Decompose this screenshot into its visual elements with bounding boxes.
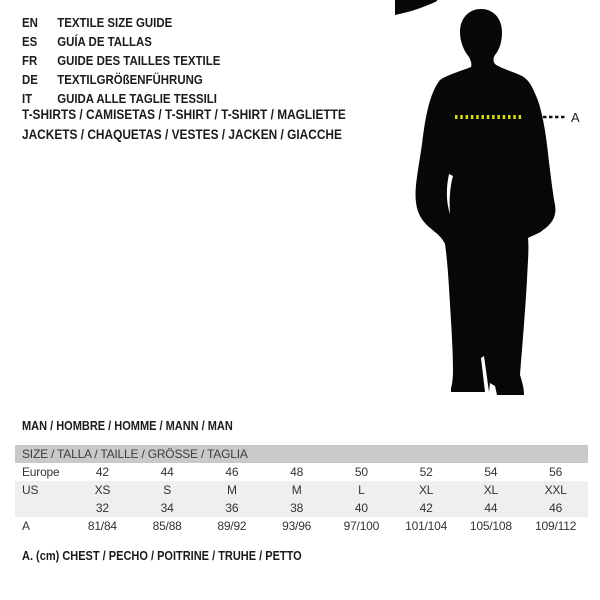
language-row-fr (22, 51, 220, 70)
table-cell: 32 (95, 501, 109, 515)
language-title: GUIDE DES TAILLES TEXTILE (57, 53, 221, 68)
table-cell: 44 (160, 465, 174, 479)
table-cell: 52 (419, 465, 433, 479)
table-cell: L (358, 483, 365, 497)
table-cell: 101/104 (405, 519, 448, 533)
measure-label-a: A (571, 110, 580, 125)
language-code: DE (22, 72, 38, 87)
table-cell: 36 (225, 501, 239, 515)
measurement-footnote: A. (cm) CHEST / PECHO / POITRINE / TRUHE / PETTO (22, 549, 302, 563)
table-cell: 50 (354, 465, 368, 479)
language-list (22, 13, 220, 108)
table-cell: 44 (484, 501, 498, 515)
table-cell: 81/84 (87, 519, 117, 533)
language-title: TEXTILE SIZE GUIDE (57, 15, 173, 30)
row-label (15, 499, 70, 517)
table-cell: XS (94, 483, 111, 497)
table-row-chest-a (15, 517, 588, 535)
language-code: ES (22, 34, 38, 49)
language-code: EN (22, 15, 38, 30)
man-silhouette-figure (410, 6, 585, 398)
table-cell: 48 (290, 465, 304, 479)
table-cell: S (163, 483, 172, 497)
garment-categories (22, 105, 346, 145)
language-title: GUÍA DE TALLAS (57, 34, 152, 49)
table-cell: 42 (95, 465, 109, 479)
silhouette-body (416, 9, 556, 395)
table-cell: 89/92 (217, 519, 247, 533)
category-tshirts: T-SHIRTS / CAMISETAS / T-SHIRT / T-SHIRT / MAGLIETTE (22, 107, 346, 122)
table-cell: XXL (544, 483, 567, 497)
size-table-header: SIZE / TALLA / TAILLE / GRÖSSE / TAGLIA (15, 445, 588, 463)
table-cell: 105/108 (469, 519, 512, 533)
table-cell: 93/96 (282, 519, 312, 533)
size-table (15, 445, 588, 535)
table-row-alt (15, 499, 588, 517)
language-title: GUIDA ALLE TAGLIE TESSILI (57, 91, 217, 106)
table-cell: 40 (354, 501, 368, 515)
table-cell: 46 (549, 501, 563, 515)
language-row-en (22, 13, 220, 32)
table-cell: 46 (225, 465, 239, 479)
table-row-europe (15, 463, 588, 481)
man-silhouette (410, 6, 585, 398)
table-cell: 85/88 (152, 519, 182, 533)
language-row-es (22, 32, 220, 51)
table-cell: 34 (160, 501, 174, 515)
table-row-us (15, 481, 588, 499)
language-code: FR (22, 53, 38, 68)
table-cell: 56 (549, 465, 563, 479)
row-label: Europe (22, 465, 60, 479)
language-row-de (22, 70, 220, 89)
category-jackets: JACKETS / CHAQUETAS / VESTES / JACKEN / GIACCHE (22, 127, 342, 142)
section-title-man: MAN / HOMBRE / HOMME / MANN / MAN (22, 419, 233, 433)
table-cell: 54 (484, 465, 498, 479)
language-code: IT (22, 91, 33, 106)
table-cell: M (226, 483, 237, 497)
table-cell: XL (418, 483, 434, 497)
row-label: US (22, 483, 39, 497)
table-cell: 109/112 (535, 519, 577, 533)
language-title: TEXTILGRÖßENFÜHRUNG (57, 72, 203, 87)
table-cell: 38 (290, 501, 304, 515)
table-cell: M (291, 483, 302, 497)
table-cell: 97/100 (343, 519, 380, 533)
table-cell: XL (483, 483, 499, 497)
row-label: A (22, 519, 30, 533)
table-cell: 42 (419, 501, 433, 515)
